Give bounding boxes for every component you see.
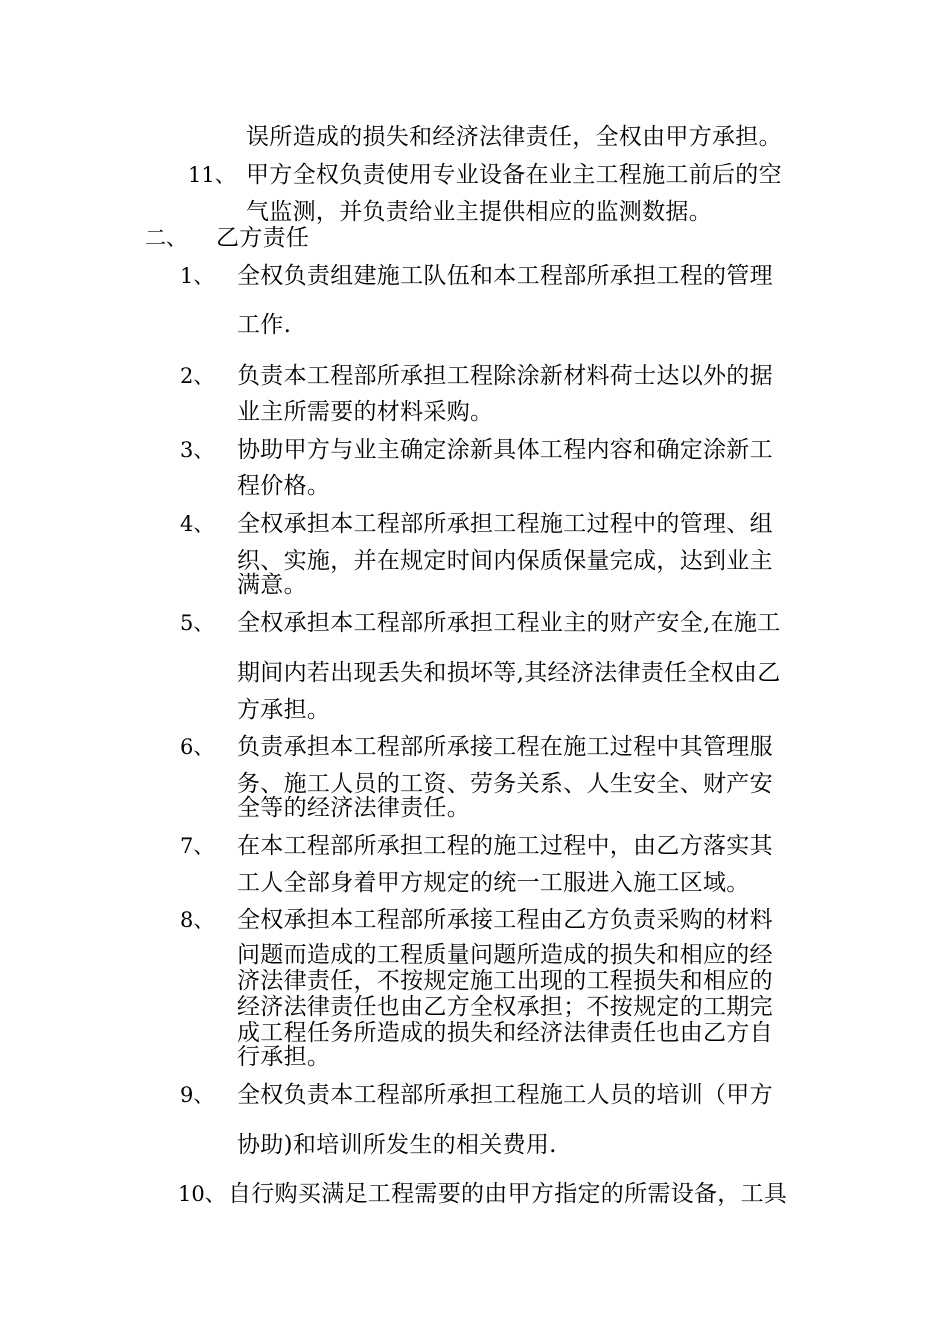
item-line: 方承担。: [237, 697, 331, 723]
item-number: 7、: [180, 834, 215, 858]
item-number: 10、: [178, 1182, 226, 1206]
section-number: 二、: [145, 226, 187, 250]
item-line: 务、施工人员的工资、劳务关系、人生安全、财产安: [237, 771, 773, 797]
item-line: 经济法律责任也由乙方全权承担；不按规定的工期完: [237, 994, 773, 1020]
item-line: 工作.: [237, 312, 292, 338]
item-line: 程价格。: [237, 473, 331, 499]
item-number: 8、: [180, 908, 215, 932]
item-number: 4、: [180, 512, 215, 536]
item-a11-line: 气监测，并负责给业主提供相应的监测数据。: [246, 199, 712, 225]
item-line: 全权负责组建施工队伍和本工程部所承担工程的管理: [237, 263, 773, 289]
item-number: 6、: [180, 735, 215, 759]
item-number: 1、: [180, 264, 215, 288]
item-line: 工人全部身着甲方规定的统一工服进入施工区域。: [237, 870, 750, 896]
section-title: 乙方责任: [216, 225, 310, 251]
item-line: 全等的经济法律责任。: [237, 795, 470, 821]
item-line: 业主所需要的材料采购。: [237, 399, 494, 425]
item-line: 满意。: [237, 572, 307, 598]
item-line: 全权负责本工程部所承担工程施工人员的培训（甲方: [237, 1082, 773, 1108]
item-line: 问题而造成的工程质量问题所造成的损失和相应的经: [237, 942, 773, 968]
item-line: 协助)和培训所发生的相关费用.: [237, 1132, 557, 1158]
item-number: 5、: [180, 611, 215, 635]
item-line: 期间内若出现丢失和损坏等,其经济法律责任全权由乙: [237, 660, 781, 686]
item-number-a11: 11、: [188, 163, 236, 187]
item-line: 织、实施，并在规定时间内保质保量完成，达到业主: [237, 548, 773, 574]
item-number: 2、: [180, 364, 215, 388]
item-line: 负责本工程部所承担工程除涂新材料荷士达以外的据: [237, 363, 773, 389]
item-a11-line: 甲方全权负责使用专业设备在业主工程施工前后的空: [246, 162, 782, 188]
item-line: 在本工程部所承担工程的施工过程中，由乙方落实其: [237, 833, 773, 859]
item-line: 济法律责任，不按规定施工出现的工程损失和相应的: [237, 968, 773, 994]
continuation-line: 误所造成的损失和经济法律责任，全权由甲方承担。: [246, 124, 782, 150]
item-line: 全权承担本工程部所承担工程施工过程中的管理、组: [237, 511, 773, 537]
item-line: 行承担。: [237, 1044, 331, 1070]
item-line: 协助甲方与业主确定涂新具体工程内容和确定涂新工: [237, 437, 773, 463]
item-line: 全权承担本工程部所承担工程业主的财产安全,在施工: [237, 610, 781, 636]
item-number: 9、: [180, 1083, 215, 1107]
item-line: 成工程任务所造成的损失和经济法律责任也由乙方自: [237, 1020, 773, 1046]
item-number: 3、: [180, 438, 215, 462]
item-line: 负责承担本工程部所承接工程在施工过程中其管理服: [237, 734, 773, 760]
item-line: 自行购买满足工程需要的由甲方指定的所需设备，工具: [228, 1181, 788, 1207]
item-line: 全权承担本工程部所承接工程由乙方负责采购的材料: [237, 907, 773, 933]
